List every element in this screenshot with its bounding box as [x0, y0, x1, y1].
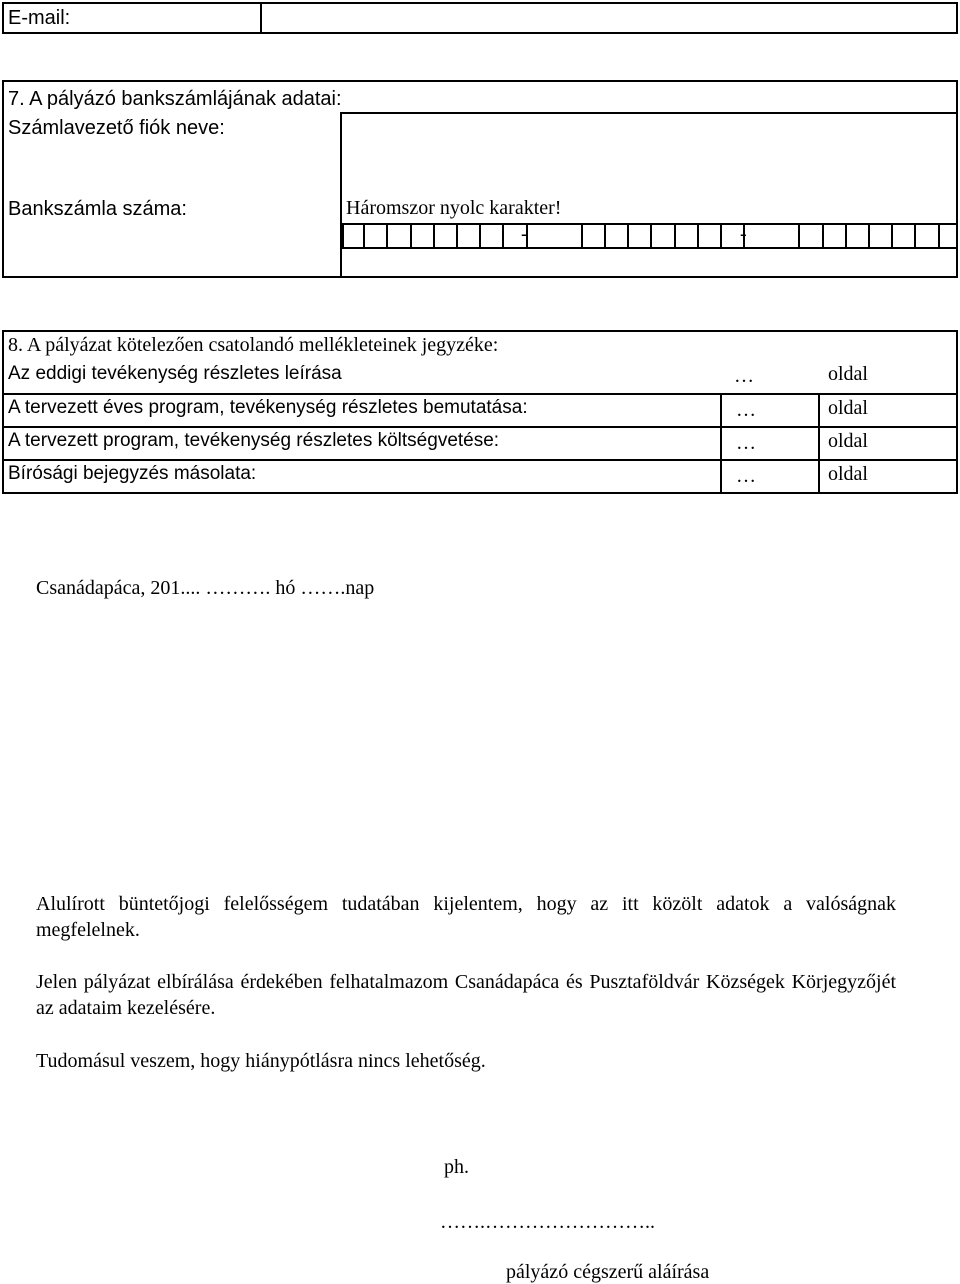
account-digit-box[interactable] — [893, 225, 916, 247]
attachment-pages[interactable]: … — [736, 465, 756, 487]
account-hint: Háromszor nyolc karakter! — [346, 197, 562, 219]
attachment-label: A tervezett program, tevékenység részletes költségvetése: — [8, 430, 500, 451]
email-field[interactable] — [263, 4, 956, 32]
attachments-col-line-1 — [720, 393, 722, 494]
account-grid-bottom — [340, 247, 958, 249]
account-digit-box[interactable] — [652, 225, 675, 247]
email-label: E-mail: — [8, 7, 71, 29]
signature-line[interactable]: …….…………………….. — [440, 1211, 655, 1233]
attachment-unit: oldal — [828, 463, 868, 485]
account-digit-box[interactable] — [916, 225, 939, 247]
account-label: Bankszámla száma: — [8, 198, 187, 220]
account-digit-box[interactable] — [777, 225, 800, 247]
attachment-label: Az eddigi tevékenység részletes leírása — [8, 363, 342, 384]
attachment-label: A tervezett éves program, tevékenység részletes bemutatása: — [8, 397, 528, 418]
attachment-unit: oldal — [828, 430, 868, 452]
account-digit-box[interactable] — [412, 225, 435, 247]
account-separator-2: - — [740, 223, 747, 245]
account-digit-box[interactable] — [676, 225, 699, 247]
account-digit-box[interactable] — [606, 225, 629, 247]
account-digit-box[interactable] — [342, 225, 365, 247]
account-digit-box[interactable] — [583, 225, 606, 247]
account-digit-box[interactable] — [629, 225, 652, 247]
signature-caption: pályázó cégszerű aláírása — [506, 1261, 710, 1283]
date-line: Csanádapáca, 201.... ………. hó …….nap — [36, 577, 375, 599]
account-digit-box[interactable] — [870, 225, 893, 247]
attachments-row-line-1 — [2, 393, 958, 395]
account-digit-box[interactable] — [388, 225, 411, 247]
account-digit-box[interactable] — [365, 225, 388, 247]
account-digit-box[interactable] — [458, 225, 481, 247]
account-separator-1: - — [521, 223, 528, 245]
attachments-col-line-2 — [818, 393, 820, 494]
account-digit-box[interactable] — [699, 225, 722, 247]
bank-divider — [340, 112, 342, 278]
attachment-pages[interactable]: … — [736, 399, 756, 421]
declaration-truthfulness: Alulírott büntetőjogi felelősségem tudatában kijelentem, hogy az itt közölt adatok a valóságnak megfelelnek. — [36, 893, 896, 941]
bank-heading: 7. A pályázó bankszámlájának adatai: — [8, 88, 342, 110]
account-digit-box[interactable] — [560, 225, 583, 247]
account-digit-box[interactable] — [847, 225, 870, 247]
attachments-row-line-2 — [2, 426, 958, 428]
account-digit-box[interactable] — [940, 225, 960, 247]
account-digit-box[interactable] — [481, 225, 504, 247]
stamp-label: ph. — [444, 1156, 469, 1178]
account-digit-box[interactable] — [824, 225, 847, 247]
attachment-unit: oldal — [828, 363, 868, 385]
attachment-unit: oldal — [828, 397, 868, 419]
declaration-no-supplement: Tudomásul veszem, hogy hiánypótlásra nincs lehetőség. — [36, 1050, 486, 1072]
attachment-label: Bírósági bejegyzés másolata: — [8, 463, 257, 484]
declaration-data-consent: Jelen pályázat elbírálása érdekében felhatalmazom Csanádapáca és Pusztaföldvár Községek Körjegyzőjét az adataim kezelésére. — [36, 971, 896, 1019]
attachment-pages[interactable]: … — [736, 432, 756, 454]
email-divider — [260, 2, 262, 34]
attachment-pages[interactable]: … — [734, 365, 754, 387]
account-digit-box[interactable] — [435, 225, 458, 247]
bank-row-divider — [340, 112, 958, 114]
attachments-heading: 8. A pályázat kötelezően csatolandó mellékleteinek jegyzéke: — [8, 334, 499, 356]
account-digit-box[interactable] — [800, 225, 823, 247]
branch-label: Számlavezető fiók neve: — [8, 117, 225, 139]
branch-name-field[interactable] — [343, 115, 956, 195]
attachments-row-line-3 — [2, 459, 958, 461]
